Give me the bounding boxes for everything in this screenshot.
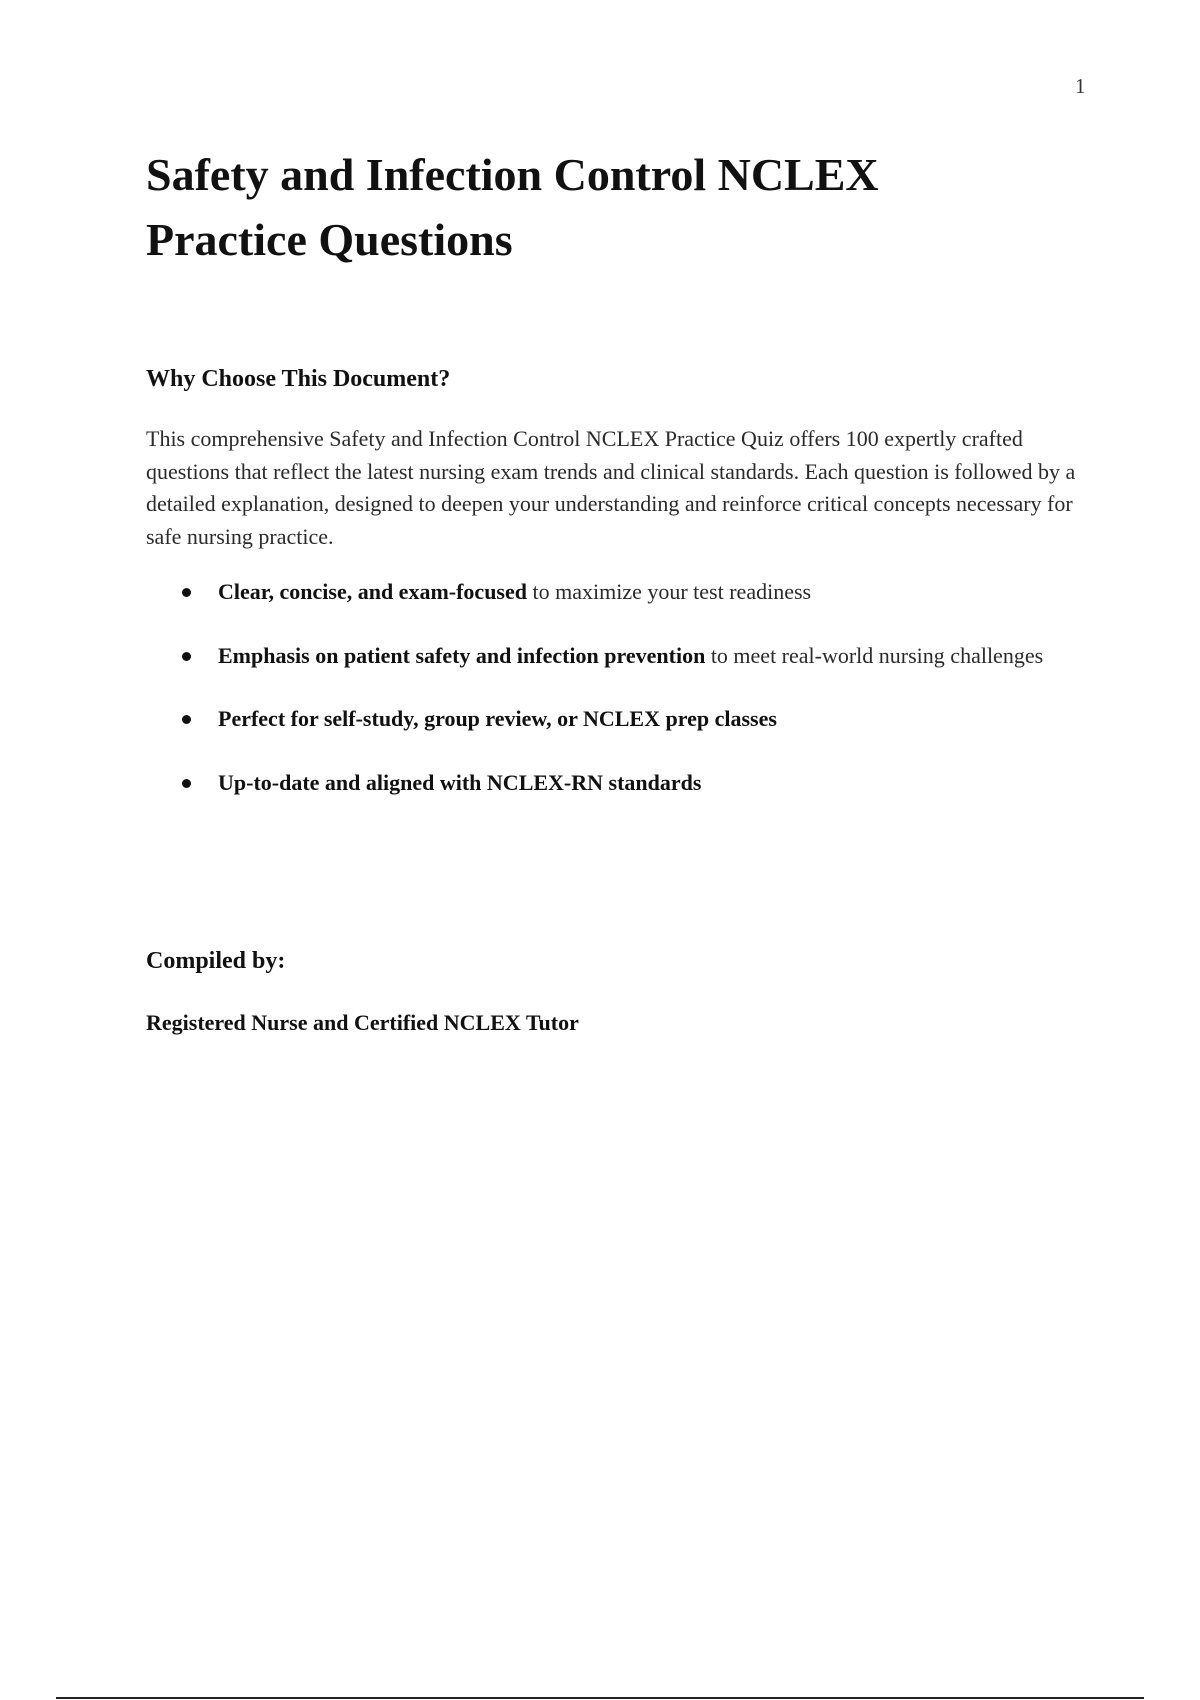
list-item	[146, 640, 1086, 673]
feature-bold-text: Perfect for self-study, group review, or NCLEX prep classes	[218, 706, 777, 731]
feature-text: to meet real-world nursing challenges	[705, 642, 1044, 668]
page-bottom-rule	[56, 1697, 1144, 1699]
title-line-1: Safety and Infection Control NCLEX	[146, 149, 879, 200]
document-title	[146, 142, 1046, 272]
list-item	[146, 576, 1086, 609]
feature-bold-text: Clear, concise, and exam-focused	[218, 579, 527, 604]
feature-bold-text: Emphasis on patient safety and infection prevention	[218, 642, 706, 668]
title-line-2: Practice Questions	[146, 214, 513, 265]
intro-paragraph: This comprehensive Safety and Infection Control NCLEX Practice Quiz offers 100 expertly crafted questions that reflect the latest nursing exam trends and clinical standards. Each question is followed by a detailed explanation, designed to deepen your understanding and reinforce critical concepts necessary for safe nursing practice.	[146, 426, 1076, 549]
feature-bold-text: Up-to-date and aligned with NCLEX-RN standards	[218, 769, 702, 795]
list-item	[146, 703, 1086, 736]
why-choose-heading: Why Choose This Document?	[146, 366, 451, 392]
bullet-icon	[182, 588, 191, 597]
page-number: 1	[1075, 74, 1086, 98]
feature-text: to maximize your test readiness	[527, 579, 812, 604]
feature-list	[146, 576, 1086, 830]
compiler-name: Registered Nurse and Certified NCLEX Tutor	[146, 1010, 579, 1035]
bullet-icon	[182, 652, 191, 661]
bullet-icon	[182, 779, 191, 788]
list-item	[146, 767, 1086, 800]
compiled-by-heading: Compiled by:	[146, 948, 286, 974]
bullet-icon	[182, 715, 191, 724]
